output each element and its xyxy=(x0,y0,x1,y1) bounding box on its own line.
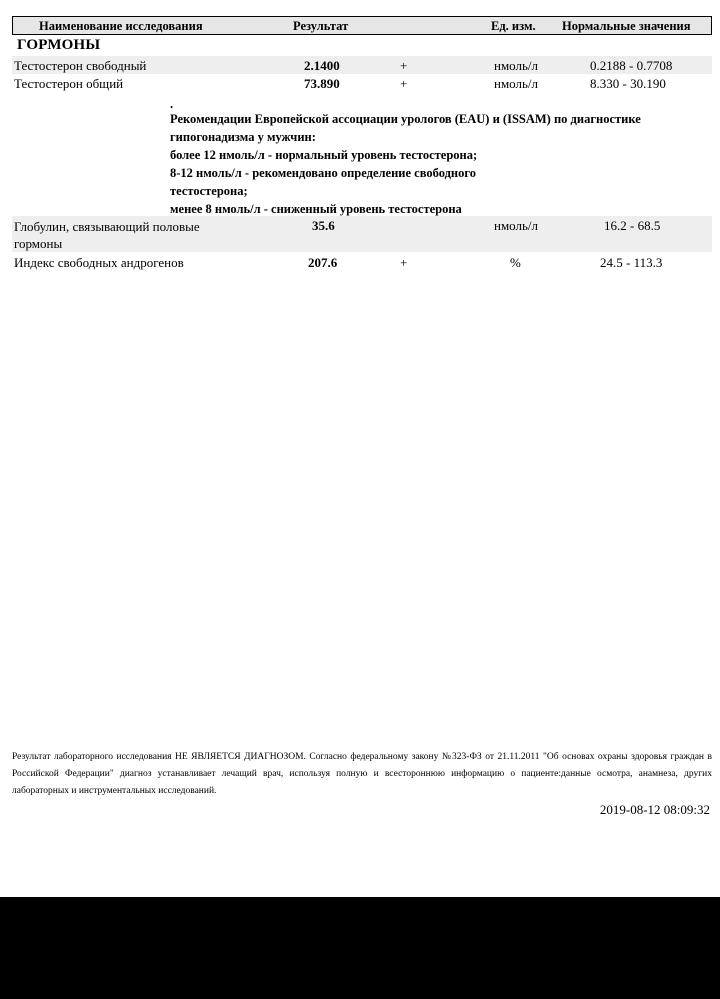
table-row xyxy=(12,216,712,252)
table-row xyxy=(12,74,712,92)
row-name: Тестостерон свободный xyxy=(14,58,147,73)
row-result: 2.1400 xyxy=(304,58,340,73)
row-result: 73.890 xyxy=(304,76,340,91)
row-flag: + xyxy=(400,255,408,270)
header-norm: Нормальные значения xyxy=(562,19,691,33)
row-range: 8.330 - 30.190 xyxy=(590,76,666,91)
row-result: 207.6 xyxy=(308,255,338,270)
table-row xyxy=(12,253,712,271)
black-bottom-area xyxy=(0,897,720,999)
note-line: более 12 нмоль/л - нормальный уровень тестостерона; xyxy=(170,148,478,162)
row-name: Индекс свободных андрогенов xyxy=(14,255,184,270)
note-marker: . xyxy=(170,97,174,111)
row-flag: + xyxy=(400,58,408,73)
row-range: 24.5 - 113.3 xyxy=(600,255,663,270)
table-header xyxy=(12,16,712,35)
row-range: 0.2188 - 0.7708 xyxy=(590,58,673,73)
header-name: Наименование исследования xyxy=(39,19,203,33)
note-line: Рекомендации Европейской ассоциации урологов (EAU) и (ISSAM) по диагностике гипогонадизма у мужчин: xyxy=(170,112,641,144)
row-unit: нмоль/л xyxy=(494,218,539,233)
row-name: Тестостерон общий xyxy=(14,76,124,91)
row-name: Глобулин, связывающий половые гормоны xyxy=(14,219,200,251)
row-unit: нмоль/л xyxy=(494,58,539,73)
row-result: 35.6 xyxy=(312,218,335,233)
disclaimer-text: Результат лабораторного исследования НЕ ЯВЛЯЕТСЯ ДИАГНОЗОМ. Согласно федеральному закону №323-ФЗ от 21.11.2011 "Об основах охраны здоровья граждан в Российской Федерации" диагноз устанавливает лечащий врач, используя полную и всестороннюю информацию о пациенте:данные осмотра, анамнеза, других лабораторных и инструментальных исследований. xyxy=(12,752,712,796)
header-result: Результат xyxy=(293,19,349,33)
section-title: ГОРМОНЫ xyxy=(17,37,101,53)
report-timestamp: 2019-08-12 08:09:32 xyxy=(599,802,710,817)
row-unit: нмоль/л xyxy=(494,76,539,91)
row-flag: + xyxy=(400,76,408,91)
recommendation-note xyxy=(170,97,700,218)
note-line: 8-12 нмоль/л - рекомендовано определение свободного тестостерона; xyxy=(170,166,476,198)
row-range: 16.2 - 68.5 xyxy=(604,218,661,233)
row-unit: % xyxy=(510,255,521,270)
header-unit: Ед. изм. xyxy=(491,19,536,33)
note-line: менее 8 нмоль/л - сниженный уровень тестостерона xyxy=(170,202,462,216)
table-row xyxy=(12,56,712,74)
